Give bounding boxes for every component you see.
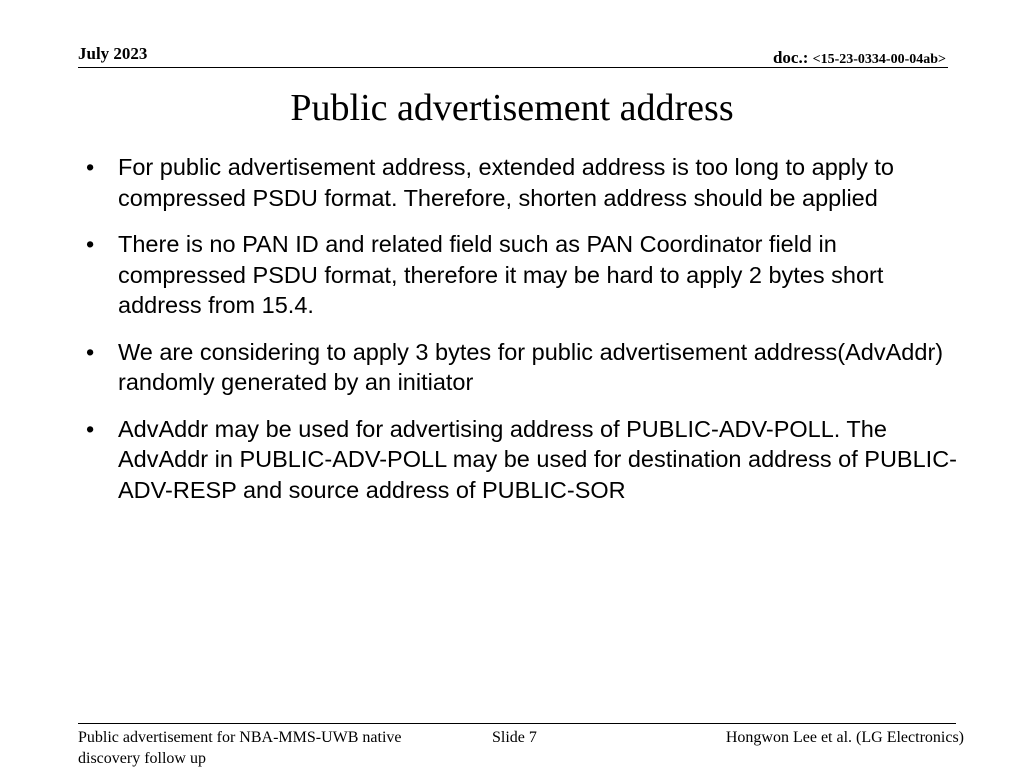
bullet-text: For public advertisement address, extended address is too long to apply to compressed PSDU format. Therefore, shorten address should be applied [118, 154, 894, 211]
bullet-item [78, 229, 963, 321]
bullet-text: AdvAddr may be used for advertising address of PUBLIC-ADV-POLL. The AdvAddr in PUBLIC-ADV-POLL may be used for destination address of PUBLIC-ADV-RESP and source address of PUBLIC-SOR [118, 415, 958, 503]
footer-authors: Hongwon Lee et al. (LG Electronics) [725, 729, 964, 746]
bullet-item [78, 337, 963, 398]
header-divider [78, 67, 948, 68]
doc-number: <15-23-0334-00-04ab> [812, 52, 946, 67]
bullet-item [78, 152, 963, 213]
footer-slide-number: Slide 7 [492, 729, 537, 746]
header-date: July 2023 [78, 44, 148, 63]
bullet-dot-icon: • [86, 154, 95, 180]
footer-presentation-title: Public advertisement for NBA-MMS-UWB native discovery follow up [78, 729, 402, 767]
slide-title: Public advertisement address [290, 87, 734, 129]
bullet-dot-icon: • [86, 231, 95, 257]
bullet-dot-icon: • [86, 338, 95, 365]
doc-prefix: doc.: [772, 48, 813, 67]
bullet-text: There is no PAN ID and related field such as PAN Coordinator field in compressed PSDU format, therefore it may be hard to apply 2 bytes short address from 15.4. [118, 231, 884, 318]
bullet-list [78, 152, 963, 521]
bullet-item [78, 414, 963, 506]
bullet-text: We are considering to apply 3 bytes for public advertisement address(AdvAddr) randomly generated by an initiator [118, 338, 944, 395]
bullet-dot-icon: • [86, 415, 95, 442]
footer-divider [78, 723, 956, 724]
